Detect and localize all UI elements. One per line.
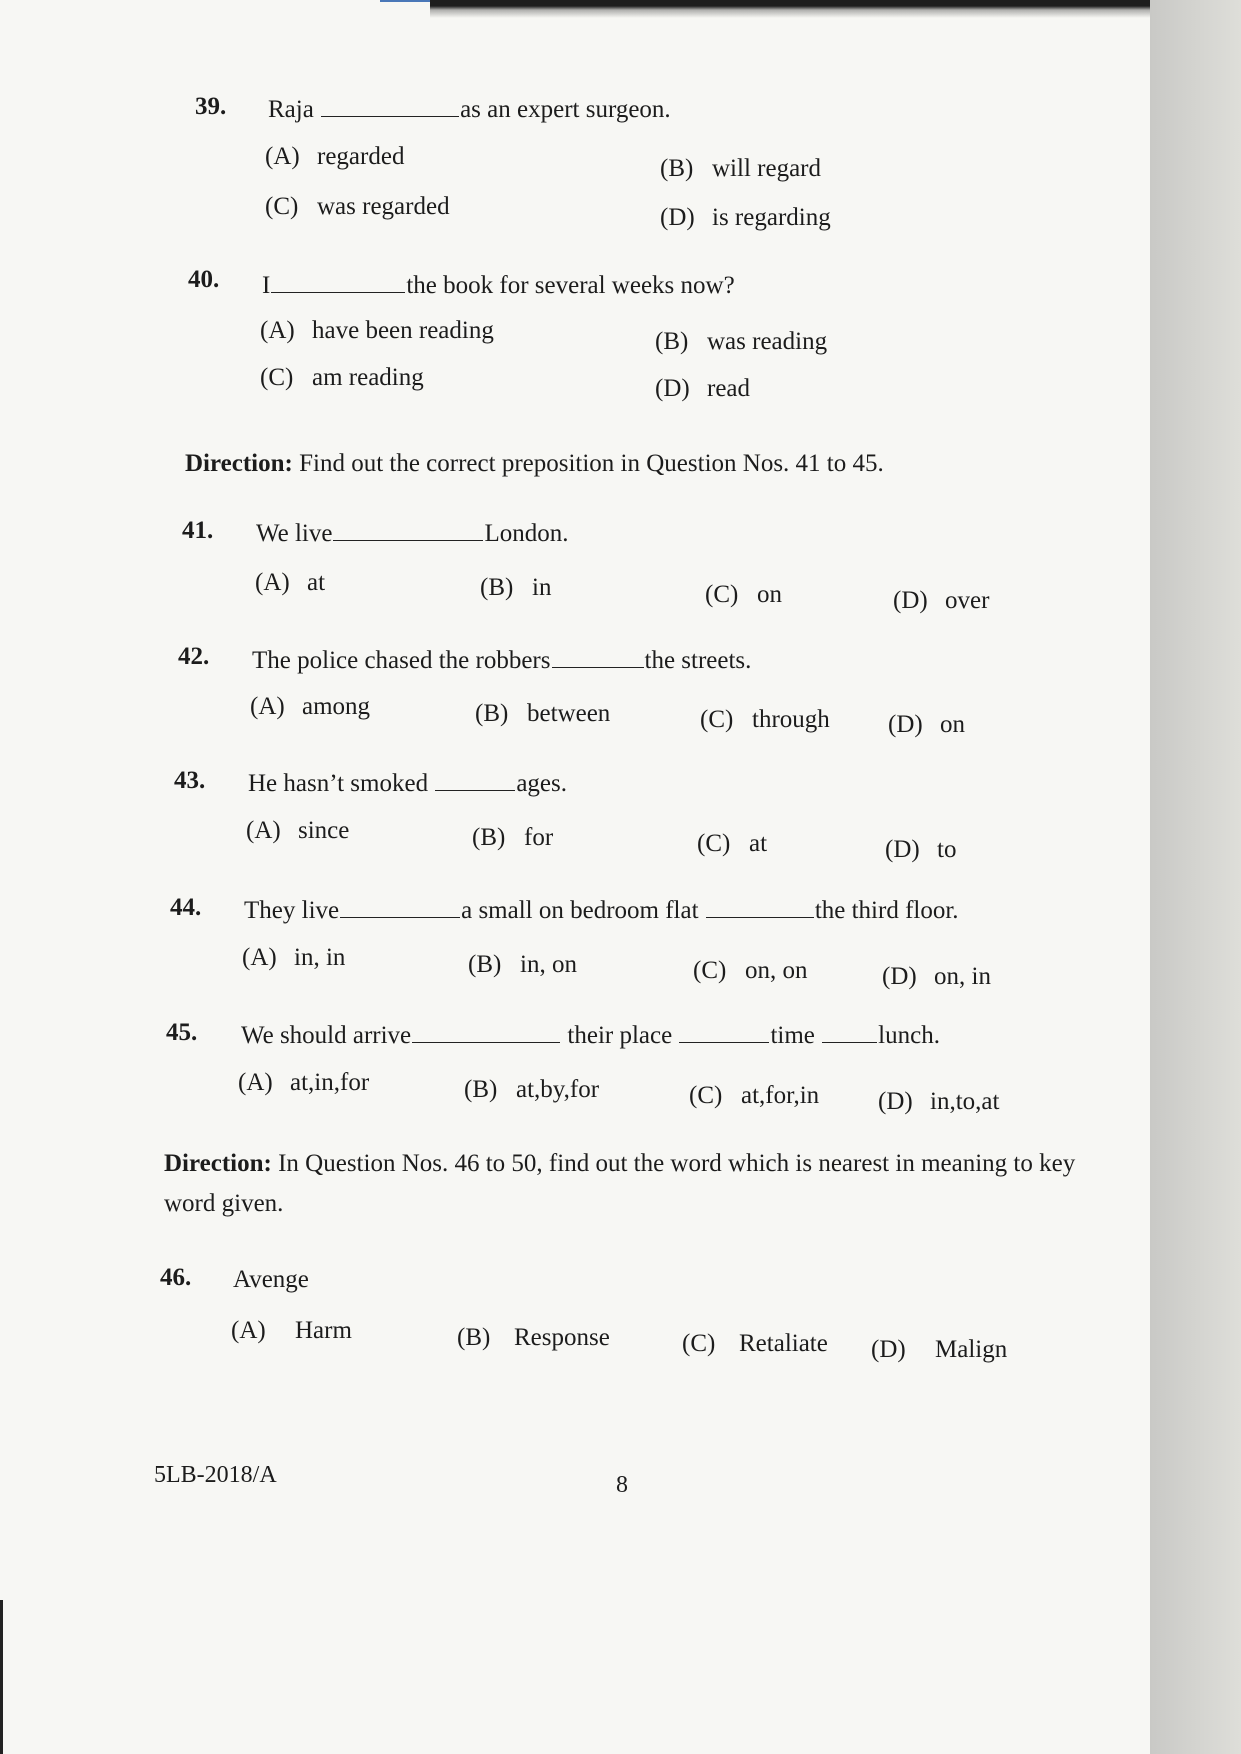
page-number: 8 <box>616 1472 628 1498</box>
option-a: (A) since <box>246 817 350 844</box>
option-b: (B) at,by,for <box>464 1076 600 1103</box>
answer-blank <box>321 94 459 117</box>
answer-blank <box>333 518 483 541</box>
question-stem: They live a small on bedroom flat the third floor. <box>244 897 959 924</box>
question-number: 43. <box>174 767 206 794</box>
option-b: (B) was reading <box>655 328 828 355</box>
option-b: (B) for <box>472 824 554 851</box>
question-number: 41. <box>182 517 214 544</box>
option-d: (D) in,to,at <box>878 1088 1000 1115</box>
answer-blank <box>822 1020 877 1043</box>
question-44 <box>170 893 1110 927</box>
option-c: (C) at <box>697 830 768 857</box>
answer-blank <box>706 895 814 918</box>
direction-synonyms: Direction: In Question Nos. 46 to 50, find out the word which is nearest in meaning to key word given. <box>164 1150 1076 1217</box>
question-number: 40. <box>188 266 220 293</box>
option-b: (B) Response <box>457 1324 610 1351</box>
option-c: (C) am reading <box>260 364 424 391</box>
option-a: (A) in, in <box>242 944 346 971</box>
question-number: 39. <box>195 93 227 120</box>
option-d: (D) is regarding <box>660 204 831 231</box>
question-stem: We live London. <box>256 520 569 547</box>
question-number: 46. <box>160 1264 192 1291</box>
option-d: (D) on <box>888 711 965 738</box>
option-a: (A) Harm <box>231 1317 352 1344</box>
question-43 <box>174 766 1074 800</box>
answer-blank <box>412 1020 560 1043</box>
top-scan-shadow <box>430 0 1150 18</box>
option-d: (D) over <box>893 587 990 614</box>
option-c: (C) through <box>700 706 830 733</box>
question-stem: We should arrive their place time lunch. <box>241 1022 940 1049</box>
option-b: (B) will regard <box>660 155 821 182</box>
question-number: 42. <box>178 643 210 670</box>
answer-blank <box>679 1020 769 1043</box>
question-stem: Avenge <box>233 1266 309 1293</box>
scan-background-edge <box>1150 0 1241 1754</box>
direction-prepositions: Direction: Find out the correct preposition in Question Nos. 41 to 45. <box>185 450 884 477</box>
option-c: (C) was regarded <box>265 193 450 220</box>
question-stem: The police chased the robbers the streets. <box>252 647 752 674</box>
option-d: (D) to <box>885 836 957 863</box>
question-41 <box>182 516 1082 550</box>
option-c: (C) on <box>705 581 782 608</box>
option-c: (C) Retaliate <box>682 1330 828 1357</box>
question-stem: I the book for several weeks now? <box>262 272 735 299</box>
option-d: (D) read <box>655 375 751 402</box>
option-a: (A) among <box>250 693 371 720</box>
left-scan-mark <box>0 1600 3 1754</box>
option-b: (B) in <box>480 574 552 601</box>
option-c: (C) on, on <box>693 957 808 984</box>
option-d: (D) Malign <box>871 1336 1008 1363</box>
option-a: (A) at,in,for <box>238 1069 370 1096</box>
question-stem: He hasn’t smoked ages. <box>248 770 567 797</box>
option-a: (A) regarded <box>265 143 405 170</box>
exam-code: 5LB-2018/A <box>154 1462 277 1488</box>
question-number: 44. <box>170 894 202 921</box>
answer-blank <box>552 645 644 668</box>
question-45 <box>166 1018 1116 1052</box>
question-number: 45. <box>166 1019 198 1046</box>
option-a: (A) have been reading <box>260 317 494 344</box>
question-40 <box>188 265 1088 299</box>
question-46 <box>160 1263 1060 1297</box>
option-d: (D) on, in <box>882 963 991 990</box>
option-b: (B) between <box>475 700 611 727</box>
answer-blank <box>271 270 405 293</box>
question-39 <box>195 92 1095 126</box>
question-stem: Raja as an expert surgeon. <box>268 96 671 123</box>
answer-blank <box>435 768 515 791</box>
option-c: (C) at,for,in <box>689 1082 820 1109</box>
question-42 <box>178 642 1098 676</box>
answer-blank <box>340 895 460 918</box>
option-a: (A) at <box>255 569 326 596</box>
option-b: (B) in, on <box>468 951 577 978</box>
